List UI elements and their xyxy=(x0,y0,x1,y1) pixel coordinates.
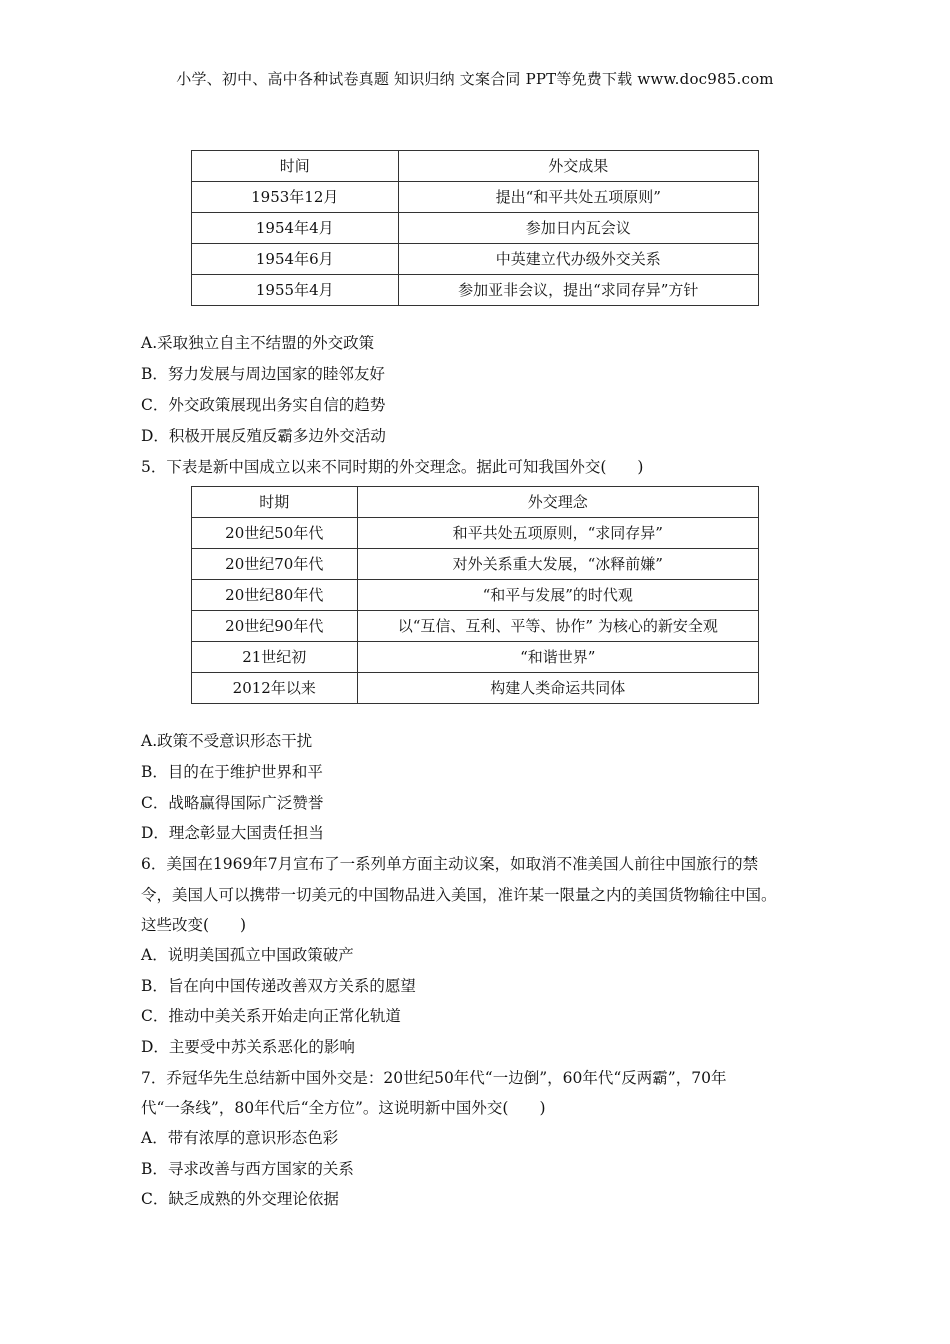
table-cell: 20世纪50年代 xyxy=(192,518,358,549)
table-cell: 2012年以来 xyxy=(192,673,358,704)
table-cell: 提出“和平共处五项原则” xyxy=(398,182,759,213)
q4-option-c: C．外交政策展现出务实自信的趋势 xyxy=(141,396,386,414)
q6-option-d: D．主要受中苏关系恶化的影响 xyxy=(141,1038,355,1056)
page-header: 小学、初中、高中各种试卷真题 知识归纳 文案合同 PPT等免费下载 www.doc985.com xyxy=(176,70,774,88)
table-cell: 对外关系重大发展，“冰释前嫌” xyxy=(357,549,758,580)
q6-stem-line: 这些改变( ) xyxy=(141,916,247,934)
q7-option-c: C．缺乏成熟的外交理论依据 xyxy=(141,1190,339,1208)
q6-stem-line: 令，美国人可以携带一切美元的中国物品进入美国，准许某一限量之内的美国货物输往中国。 xyxy=(141,886,777,904)
q6-option-a: A．说明美国孤立中国政策破产 xyxy=(141,946,354,964)
q4-option-a: A.采取独立自主不结盟的外交政策 xyxy=(141,334,375,352)
table-row xyxy=(192,580,759,611)
table-row xyxy=(192,642,759,673)
q4-option-b: B．努力发展与周边国家的睦邻友好 xyxy=(141,365,385,383)
table-cell: 20世纪70年代 xyxy=(192,549,358,580)
table-row xyxy=(192,275,759,306)
q7-stem-line: 代“一条线”，80年代后“全方位”。这说明新中国外交( ) xyxy=(141,1099,546,1117)
table-row xyxy=(192,182,759,213)
q6-stem-line: 6．美国在1969年7月宣布了一系列单方面主动议案，如取消不准美国人前往中国旅行的禁 xyxy=(141,855,759,873)
table-row xyxy=(192,611,759,642)
q5-stem: 5．下表是新中国成立以来不同时期的外交理念。据此可知我国外交( ) xyxy=(141,458,644,476)
table-cell: 以“互信、互利、平等、协作” 为核心的新安全观 xyxy=(357,611,758,642)
q7-stem-line: 7．乔冠华先生总结新中国外交是：20世纪50年代“一边倒”，60年代“反两霸”，70年 xyxy=(141,1069,727,1087)
q7-option-b: B．寻求改善与西方国家的关系 xyxy=(141,1160,354,1178)
table-cell: 参加亚非会议，提出“求同存异”方针 xyxy=(398,275,759,306)
table-cell: “和平与发展”的时代观 xyxy=(357,580,758,611)
table-header-row xyxy=(192,151,759,182)
q7-option-a: A．带有浓厚的意识形态色彩 xyxy=(141,1129,339,1147)
table-cell: 参加日内瓦会议 xyxy=(398,213,759,244)
q5-option-c: C．战略赢得国际广泛赞誉 xyxy=(141,794,324,812)
table-row xyxy=(192,213,759,244)
table-cell: 1955年4月 xyxy=(192,275,399,306)
diplomacy-achievements-table xyxy=(191,150,759,306)
table-cell: 1954年6月 xyxy=(192,244,399,275)
table-cell: “和谐世界” xyxy=(357,642,758,673)
table-cell: 中英建立代办级外交关系 xyxy=(398,244,759,275)
q6-option-b: B．旨在向中国传递改善双方关系的愿望 xyxy=(141,977,416,995)
q5-option-b: B．目的在于维护世界和平 xyxy=(141,763,323,781)
table-cell: 构建人类命运共同体 xyxy=(357,673,758,704)
table-header-cell: 时间 xyxy=(192,151,399,182)
table-cell: 20世纪80年代 xyxy=(192,580,358,611)
table-header-cell: 时期 xyxy=(192,487,358,518)
table-row xyxy=(192,518,759,549)
q5-option-d: D．理念彰显大国责任担当 xyxy=(141,824,324,842)
q5-option-a: A.政策不受意识形态干扰 xyxy=(141,732,313,750)
table-header-cell: 外交成果 xyxy=(398,151,759,182)
diplomacy-concepts-table xyxy=(191,486,759,704)
table-row xyxy=(192,244,759,275)
table-cell: 21世纪初 xyxy=(192,642,358,673)
table-row xyxy=(192,549,759,580)
table-cell: 和平共处五项原则，“求同存异” xyxy=(357,518,758,549)
table-header-cell: 外交理念 xyxy=(357,487,758,518)
table-cell: 1953年12月 xyxy=(192,182,399,213)
table-cell: 20世纪90年代 xyxy=(192,611,358,642)
table-row xyxy=(192,673,759,704)
q6-option-c: C．推动中美关系开始走向正常化轨道 xyxy=(141,1007,401,1025)
table-header-row xyxy=(192,487,759,518)
q4-option-d: D．积极开展反殖反霸多边外交活动 xyxy=(141,427,386,445)
table-cell: 1954年4月 xyxy=(192,213,399,244)
